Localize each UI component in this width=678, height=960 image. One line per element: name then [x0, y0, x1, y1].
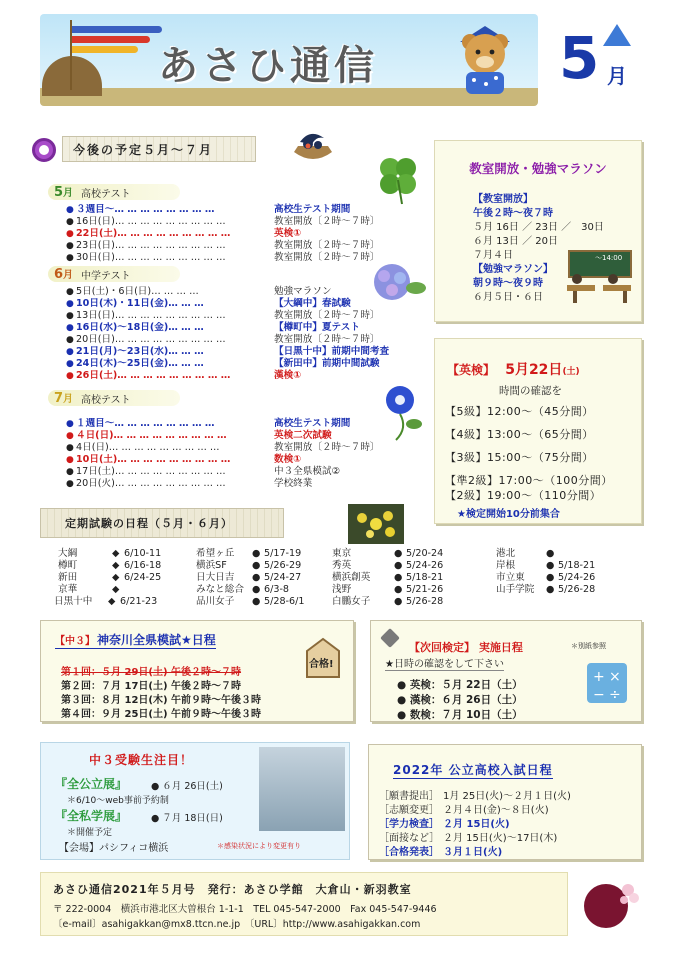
mock-exam-date: 第４回：９月 25日(土) 午前９時～午後３時 [61, 709, 262, 720]
schedule-row: ● 5日(土)・6日(日)… … … … 勉強マラソン [66, 286, 332, 297]
exam-fair-title: 中３受験生注目！ [89, 753, 194, 767]
schedule-row: ● ３週目～… … … … … … … … 高校生テスト期間 [66, 204, 351, 215]
kanagawa-mock-exam-box [40, 620, 354, 722]
schedule-row: ● 10日(木)・11日(金)… … … 【大綱中】春試験 [66, 298, 351, 309]
newsletter-title: あさひ通信 [158, 42, 378, 89]
exam-fair-date: ● ７月 18日(日) [151, 813, 223, 824]
open-class-line: 【勉強マラソン】 [473, 264, 553, 275]
exam-row: 東京 ● 5/20-24 [332, 548, 444, 559]
exam-schedule-column [332, 548, 443, 608]
exam-row: 市立東 ● 5/24-26 [496, 572, 596, 583]
eiken-title: 【英検】 5月22日(土) [447, 362, 580, 378]
schedule-row: ● 30日(日)… … … … … … … … … 教室開放〔２時～７時〕 [66, 252, 380, 263]
mock-exam-date: 第３回：８月 12日(木) 午前９時～午後３時 [61, 695, 262, 706]
open-class-line: ６月 13日 ／ 20日 [473, 236, 558, 247]
schedule-row: ● ４日(日)… … … … … … … … … 英検二次試験 [66, 430, 332, 441]
exam-row: 港北 ● [496, 548, 555, 559]
ema-text: 合格! [309, 659, 334, 670]
month-number: 5 [559, 24, 600, 92]
exam-fair-date: ● ６月 26日(土) [151, 781, 223, 792]
carp-streamer-icon [72, 46, 138, 53]
exam-row: 横浜SF ● 5/26-29 [196, 560, 302, 571]
open-class-title: 教室開放・勉強マラソン [469, 161, 607, 176]
open-class-line: 【教室開放】 [473, 194, 533, 205]
math-symbols-icon [585, 661, 629, 705]
month-kanji: 月 [607, 64, 627, 88]
schedule-row: ● 13日(日)… … … … … … … … … 教室開放〔２時～７時〕 [66, 310, 380, 321]
section-month-num: 6 [54, 267, 64, 282]
next-test-line: ● 漢検：６月 26日（土） [397, 694, 523, 706]
carp-streamer-icon [72, 36, 150, 43]
exam-fair-note: ＊6/10～web事前予約制 [67, 796, 169, 806]
mock-exam-date: 第１回：５月 29日(土) 午後２時～７時 [61, 667, 242, 678]
exam-schedule-column [54, 548, 162, 608]
june-schedule-list [66, 286, 389, 382]
exam-row: 樽町 ◆ 6/16-18 [58, 560, 162, 571]
entrance-exam-title: 2022年 公立高校入試日程 [393, 763, 553, 777]
mimosa-flower-icon [348, 504, 404, 544]
section-month-unit: 月 [63, 188, 74, 199]
kabuto-helmet-icon [603, 24, 631, 46]
header-banner [40, 14, 538, 106]
open-class-line: ６月５日・６日 [473, 292, 543, 303]
eiken-date: 5月22日 [505, 362, 563, 378]
next-test-line: ● 数検：７月 10日（土） [397, 709, 523, 721]
thatched-house-illustration [42, 56, 102, 96]
month-badge [545, 20, 645, 110]
carp-streamer-icon [72, 26, 162, 33]
next-test-ref: ＊別紙参照 [571, 642, 606, 650]
schedule-row: ● 4日(日)… … … … … … … … … 教室開放〔２時～７時〕 [66, 442, 380, 453]
entrance-exam-line: ［志願変更］ ２月４日(金)～８日(火) [379, 805, 549, 816]
open-class-line: 午後２時～夜７時 [473, 208, 553, 219]
exam-row: 白鵬女子 ● 5/26-28 [332, 596, 444, 607]
clover-icon [372, 150, 424, 206]
open-class-line: ７月４日 [473, 250, 513, 261]
mock-exam-date: 第２回：７月 17日(土) 午後２時～７時 [61, 681, 242, 692]
section-month-num: 7 [54, 391, 64, 406]
hydrangea-icon [362, 258, 428, 308]
footer-address: 〒 222-0004 横浜市港北区大曽根台 1-1-1 TEL 045-547-2000 Fax 045-547-9446 [53, 904, 437, 915]
exam-row: 横浜創英 ● 5/18-21 [332, 572, 444, 583]
section-tab-july [48, 390, 180, 406]
eiken-level-time: 【4級】13:00～（65分間） [445, 428, 594, 441]
eiken-level-time: 【3級】15:00～（75分間） [445, 451, 594, 464]
footer-contact: 〔e-mail〕asahigakkan@mx8.ttcn.ne.jp 〔URL〕http://www.asahigakkan.com [53, 919, 421, 930]
open-class-line: ５月 16日 ／ 23日 ／ 30日 [473, 222, 604, 233]
entrance-exam-line: ［学力検査］ ２月 15日(火) [379, 819, 510, 830]
exam-row: みなと総合 ● 6/3-8 [196, 584, 290, 595]
next-test-line: ● 英検：５月 22日（土） [397, 679, 523, 691]
section-month-num: 5 [54, 185, 64, 200]
exam-row: 日黒十中 ◆ 6/21-23 [54, 596, 158, 607]
eiken-note: ★検定開始10分前集合 [457, 509, 560, 520]
section-month-unit: 月 [63, 270, 74, 281]
exam-schedule-table [54, 548, 618, 612]
entrance-exam-line: ［合格発表］ ３月１日(火) [379, 847, 503, 858]
schedule-row: ● 20日(火)… … … … … … … … … 学校終業 [66, 478, 313, 489]
entrance-exam-line: ［願書提出］ 1月 25日(火)～２月１日(火) [379, 791, 571, 802]
exam-row: 新田 ◆ 6/24-25 [58, 572, 162, 583]
asahi-logo-icon [578, 876, 642, 932]
schedule-row: ● 26日(土)… … … … … … … … … 漢検① [66, 370, 302, 381]
kanagawa-title: 【中３】 神奈川全県模試★日程 [55, 633, 216, 647]
exam-row: 山手学院 ● 5/26-28 [496, 584, 596, 595]
exam-row: 品川女子 ● 5/28-6/1 [196, 596, 305, 607]
exam-fair-note: ＊開催予定 [67, 828, 113, 838]
entrance-exam-box [368, 744, 642, 860]
schedule-row: ● 16日(水)～18日(金)… … … 【樽町中】夏テスト [66, 322, 360, 333]
pushpin-icon [380, 628, 400, 648]
exam-fair-event: 『全公立展』 [55, 777, 128, 791]
schedule-row: ● 10日(土)… … … … … … … … … 数検① [66, 454, 302, 465]
schedule-row: ● 21日(月)～23日(水)… … … 【日黒十中】前期中間考査 [66, 346, 390, 357]
stopwatch-icon [32, 138, 56, 162]
svg-text:+: + [593, 669, 605, 685]
schedule-row: ● 23日(日)… … … … … … … … … 教室開放〔２時～７時〕 [66, 240, 380, 251]
exam-row: 浅野 ● 5/21-26 [332, 584, 444, 595]
next-test-subtitle: ★日時の確認をして下さい [385, 655, 504, 671]
section-tab-june [48, 266, 180, 282]
exam-fair-warning: ＊感染状況により変更有り [217, 842, 301, 850]
exam-row: 京華 ◆ [58, 584, 120, 595]
exam-fair-venue: 【会場】パシフィコ横浜 [59, 843, 169, 854]
section-month-unit: 月 [63, 394, 74, 405]
schedule-row: ● 22日(土)… … … … … … … … … 英検① [66, 228, 302, 239]
section-label: 高校テスト [81, 188, 131, 200]
footer [40, 872, 568, 936]
exam-fair-photo [259, 747, 345, 831]
exam-fair-event: 『全私学展』 [55, 809, 128, 823]
footer-publisher: あさひ通信2021年５月号 発行：あさひ学館 大倉山・新羽教室 [53, 883, 412, 896]
open-class-line: 朝９時～夜９時 [473, 278, 543, 289]
eiken-level-time: 【2級】19:00～（110分間） [445, 489, 602, 502]
schedule-heading: 今後の予定５月～７月 [62, 136, 256, 162]
schedule-row: ● 24日(木)～25日(金)… … … 【新田中】前期中間試験 [66, 358, 380, 369]
bear-mascot-icon [450, 20, 520, 94]
exam-schedule-column [496, 548, 595, 596]
schedule-row: ● 17日(土)… … … … … … … … … 中３全県模試② [66, 466, 341, 477]
next-test-title: 【次回検定】 実施日程 [409, 641, 523, 654]
swallow-nest-icon [288, 122, 338, 166]
eiken-subtitle: 時間の確認を [499, 385, 562, 397]
schedule-row: ● 16日(日)… … … … … … … … … 教室開放〔２時～７時〕 [66, 216, 380, 227]
exam-row: 岸根 ● 5/18-21 [496, 560, 596, 571]
may-schedule-list [66, 204, 380, 264]
eiken-level-time: 【5級】12:00～（45分間） [445, 405, 594, 418]
svg-text:÷: ÷ [609, 687, 621, 703]
blackboard-text: ～14:00 [595, 254, 623, 262]
exam-row: 日大日吉 ● 5/24-27 [196, 572, 302, 583]
schedule-row: ● １週目～… … … … … … … … 高校生テスト期間 [66, 418, 351, 429]
section-label: 高校テスト [81, 394, 131, 406]
section-label: 中学テスト [81, 270, 131, 282]
exam-schedule-column [196, 548, 304, 608]
entrance-exam-line: ［面接など］ ２月 15日(火)～17日(木) [379, 833, 558, 844]
exam-row: 秀英 ● 5/24-26 [332, 560, 444, 571]
open-class-panel [434, 140, 642, 322]
eiken-level-time: 【準2級】17:00～（100分間） [445, 474, 613, 487]
exam-fair-box [40, 742, 350, 860]
morning-glory-icon [378, 380, 428, 442]
exam-row: 希望ヶ丘 ● 5/17-19 [196, 548, 302, 559]
svg-text:−: − [593, 687, 605, 703]
july-schedule-list [66, 418, 380, 490]
schedule-row: ● 20日(日)… … … … … … … … … 教室開放〔２時～７時〕 [66, 334, 380, 345]
exam-row: 大綱 ◆ 6/10-11 [58, 548, 162, 559]
section-tab-may [48, 184, 180, 200]
exam-schedule-heading: 定期試験の日程（５月・６月） [40, 508, 284, 538]
next-test-box [370, 620, 642, 722]
svg-text:×: × [609, 669, 621, 685]
eiken-panel [434, 338, 642, 524]
